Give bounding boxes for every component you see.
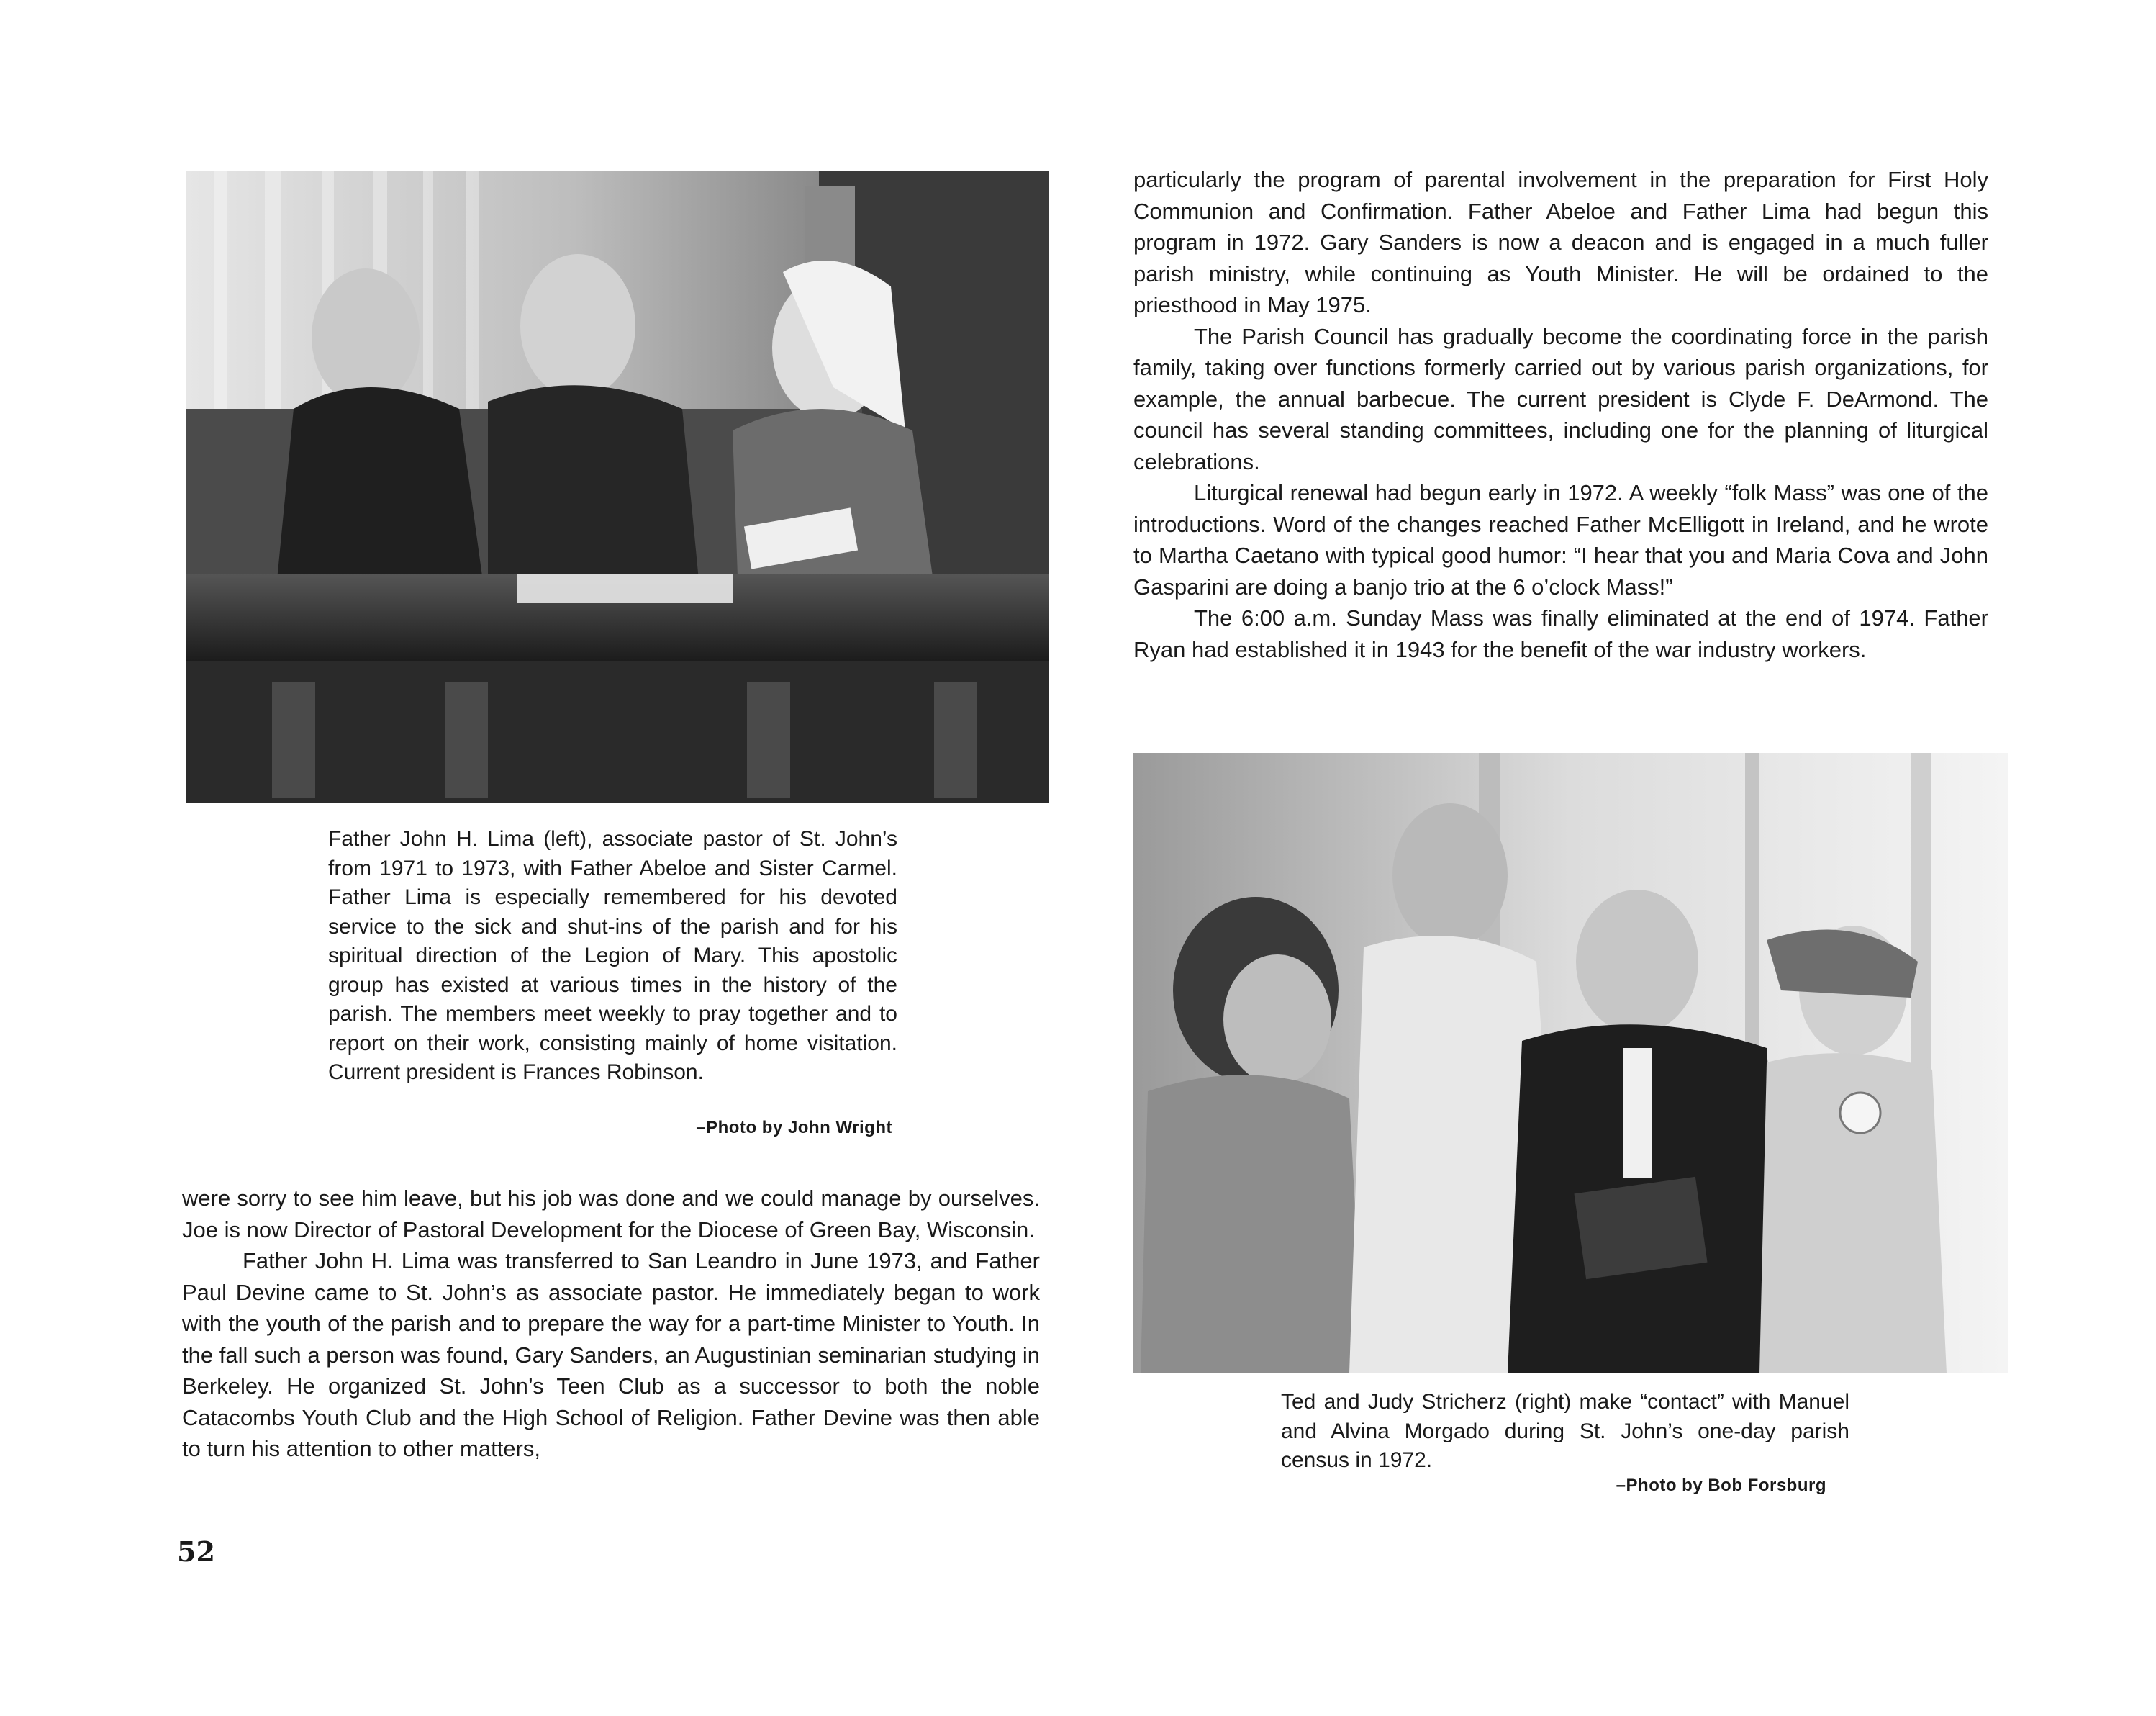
photo-credit-right: –Photo by Bob Forsburg bbox=[1616, 1476, 1826, 1495]
left-paragraph-2: Father John H. Lima was transferred to San Leandro in June 1973, and Father Paul Devine came to St. John’s as associate pastor. He immediately began to work with the youth of the parish and to prepare the way for a part-time Minister to Youth. In the fall such a person was found, Gary Sanders, an Augustinian seminarian studying in Berkeley. He organized St. John’s Teen Club as a successor to both the noble Catacombs Youth Club and the High School of Religion. Father Devine was then able to turn his attention to other matters, bbox=[182, 1248, 1040, 1461]
caption-left: Father John H. Lima (left), associate pastor of St. John’s from 1971 to 1973, with Father Abeloe and Sister Carmel. Father Lima is especially remembered for his devoted service to the sick and shut-ins of the parish and for his spiritual direction of the Legion of Mary. This apostolic group has existed at various times in the history of the parish. The members meet weekly to pray together and to report on their work, consisting mainly of home visitation. Current president is Frances Robinson. bbox=[328, 827, 897, 1084]
photo-clergy-meeting bbox=[186, 171, 1049, 803]
right-paragraph-1: particularly the program of parental involvement in the preparation for First Holy Communion and Confirmation. Father Abeloe and Father Lima had begun this program in 1972. Gary Sanders is now a deacon and is engaged in a much fuller parish ministry, while continuing as Youth Minister. He will be ordained to the priesthood in May 1975. bbox=[1133, 167, 1988, 317]
right-paragraph-2: The Parish Council has gradually become the coordinating force in the parish family, taking over functions formerly carried out by various parish organizations, for example, the annual barbecue. The current president is Clyde F. DeArmond. The council has several standing committees, including one for the planning of liturgical celebrations. bbox=[1133, 323, 1988, 474]
bottom-left-column-text bbox=[182, 1183, 1040, 1465]
right-column-text bbox=[1133, 164, 1988, 665]
photo-credit-left: –Photo by John Wright bbox=[696, 1118, 892, 1137]
left-paragraph-1: were sorry to see him leave, but his job was done and we could manage by ourselves. Joe is now Director of Pastoral Development for the Diocese of Green Bay, Wisconsin. bbox=[182, 1186, 1040, 1242]
photo-parish-census bbox=[1133, 753, 2008, 1373]
photo-parish-census-image bbox=[1133, 753, 2008, 1373]
right-paragraph-3: Liturgical renewal had begun early in 1972. A weekly “folk Mass” was one of the introductions. Word of the changes reached Father McElligott in Ireland, and he wrote to Martha Caetano with typical good humor: “I hear that you and Maria Cova and John Gasparini are doing a banjo trio at the 6 o’clock Mass!” bbox=[1133, 480, 1988, 600]
right-paragraph-4: The 6:00 a.m. Sunday Mass was finally eliminated at the end of 1974. Father Ryan had established it in 1943 for the benefit of the war industry workers. bbox=[1133, 605, 1988, 662]
page-number: 52 bbox=[177, 1535, 215, 1568]
caption-right: Ted and Judy Stricherz (right) make “contact” with Manuel and Alvina Morgado during St. John’s one-day parish census in 1972. bbox=[1281, 1390, 1849, 1472]
photo-clergy-meeting-image bbox=[186, 171, 1049, 803]
